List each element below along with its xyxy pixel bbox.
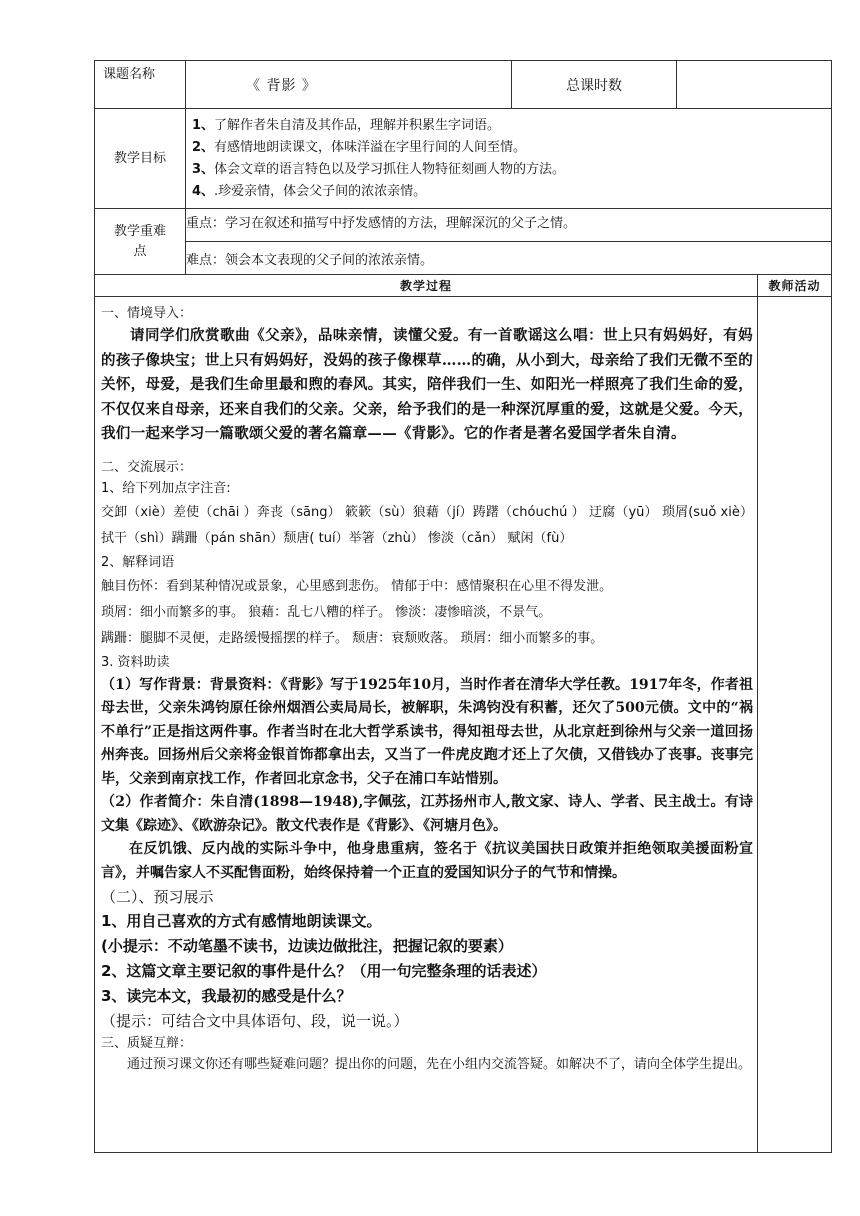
- preview-item: 3、读完本文，我最初的感受是什么？: [101, 987, 352, 1005]
- preview-tip: （提示：可结合文中具体语句、段，说一说。）: [101, 1012, 409, 1030]
- goals-content: [186, 109, 832, 209]
- goal-item: 2、有感情地朗读课文，体味洋溢在字里行间的人间至情。: [192, 139, 527, 155]
- definition-line: 蹒跚：腿脚不灵便，走路缓慢摇摆的样子。 颓唐：衰颓败落。 琐屑：细小而繁多的事。: [101, 630, 604, 646]
- process-row: [95, 297, 832, 1153]
- preview-item: 1、用自己喜欢的方式有感情地朗读课文。: [101, 912, 382, 930]
- author-paragraph-2: 在反饥饿、反内战的实际斗争中，他身患重病，签名于《抗议美国扶日政策并拒绝领取美援面粉宣言》，并嘱告家人不买配售面粉，始终保持着一个正直的爱国知识分子的气节和情操。: [101, 841, 753, 881]
- section-title: （二）、预习展示: [101, 888, 214, 906]
- intro-paragraph: 请同学们欣赏歌曲《父亲》，品味亲情，读懂父爱。有一首歌谣这么唱：世上只有妈妈好，有妈的孩子像块宝；世上只有妈妈好，没妈的孩子像棵草……的确，从小到大，母亲给了我们无微不至的关怀，母爱，是我们生命里最和煦的春风。其实，陪伴我们一生、如阳光一样照亮了我们生命的爱，不仅仅来自母亲，还来自我们的父亲。父亲，给予我们的是一种深沉厚重的爱，这就是父爱。今天，我们一起来学习一篇歌颂父爱的著名篇章——《背影》。它的作者是著名爱国学者朱自清。: [101, 327, 753, 442]
- topic-row: [95, 61, 832, 109]
- subsection-title: 3. 资料助读: [101, 654, 170, 670]
- key-points-label: 教学重难点: [95, 209, 186, 275]
- topic-title: 《 背影 》: [186, 61, 512, 109]
- section-title: 一、情境导入：: [101, 306, 193, 321]
- goal-item: 3、体会文章的语言特色以及学习抓住人物特征刻画人物的方法。: [192, 161, 566, 177]
- subsection-title: 2、解释词语: [101, 554, 175, 570]
- process-header: 教学过程: [95, 275, 758, 297]
- key-focus: 重点：学习在叙述和描写中抒发感情的方法，理解深沉的父子之情。: [186, 209, 831, 242]
- key-points-content: [186, 209, 832, 275]
- hours-label: 总课时数: [512, 61, 677, 109]
- section-title: 三、质疑互辩：: [101, 1036, 193, 1051]
- hours-value: [677, 61, 832, 109]
- topic-label: 课题名称: [95, 61, 186, 109]
- process-header-row: [95, 275, 832, 297]
- subsection-title: 1、给下列加点字注音:: [101, 480, 231, 496]
- question-paragraph: 通过预习课文你还有哪些疑难问题？提出你的问题，先在小组内交流答疑。如解决不了，请向全体学生提出。: [127, 1057, 752, 1072]
- preview-tip: (小提示：不动笔墨不读书，边读边做批注，把握记叙的要素）: [101, 937, 513, 955]
- phonetic-list: 交卸（xiè）差使（chāi ）奔丧（sāng） 簌簌（sù）狼藉（jí）踌躇（chóuchú ） 迂腐（yū） 琐屑(suǒ xiè）拭干（shì）蹒跚（pán shān）颓唐( tuí）举箸（zhù） 惨淡（cǎn） 赋闲（fù）: [101, 504, 753, 546]
- goals-label: 教学目标: [95, 109, 186, 209]
- preview-item: 2、这篇文章主要记叙的事件是什么？（用一句完整条理的话表述）: [101, 962, 547, 980]
- key-difficulty: 难点：领会本文表现的父子间的浓浓亲情。: [186, 253, 434, 268]
- goal-item: 4、.珍爱亲情，体会父子间的浓浓亲情。: [192, 183, 427, 199]
- teacher-activity-header: 教师活动: [758, 275, 832, 297]
- goal-item: 1、了解作者朱自清及其作品，理解并积累生字词语。: [192, 117, 501, 133]
- background-paragraph: （1）写作背景：背景资料：《背影》写于1925年10月，当时作者在清华大学任教。1917年冬，作者祖母去世，父亲朱鸿钧原任徐州烟酒公卖局局长，被解职，朱鸿钧没有积蓄，还欠了500元债。文中的“祸不单行”正是指这两件事。作者当时在北大哲学系读书，得知祖母去世，从北京赶到徐州与父亲一道回扬州奔丧。回扬州后父亲将金银首饰都拿出去，又当了一件虎皮跑才还上了欠债，又借钱办了丧事。丧事完毕，父亲到南京找工作，作者回北京念书，父子在浦口车站惜别。: [101, 676, 753, 787]
- process-content: [95, 297, 758, 1153]
- author-paragraph: （2）作者简介：朱自清(1898—1948),字佩弦，江苏扬州市人,散文家、诗人、学者、民主战士。有诗文集《踪迹》、《欧游杂记》。散文代表作是《背影》、《河塘月色》。: [101, 794, 753, 834]
- teacher-activity-cell: [758, 297, 832, 1153]
- key-points-row: [95, 209, 832, 275]
- section-title: 二、交流展示：: [101, 459, 193, 475]
- definition-line: 触目伤怀：看到某种情况或景象，心里感到悲伤。 情郁于中：感情聚积在心里不得发泄。: [101, 578, 613, 594]
- definition-line: 琐屑：细小而繁多的事。 狼藉：乱七八糟的样子。 惨淡：凄惨暗淡，不景气。: [101, 604, 552, 620]
- lesson-plan-table: [94, 60, 832, 1153]
- goals-row: [95, 109, 832, 209]
